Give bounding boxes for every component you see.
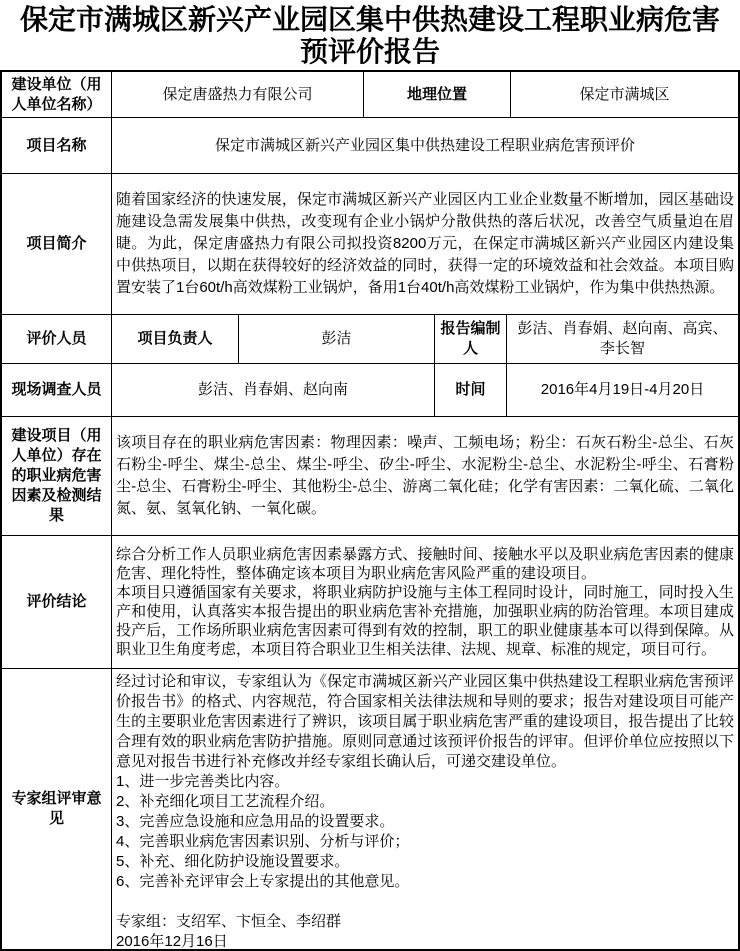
expert-review-item: 6、完善补充评审会上专家提出的其他意见。 [116, 873, 410, 890]
blank-line [116, 892, 734, 912]
expert-review-intro: 经过讨论和审议，专家组认为《保定市满城区新兴产业园区集中供热建设工程职业病危害预评价报告书》的格式、内容规范，符合国家相关法律法规和导则的要求；报告对建设项目可能产生的主要职业危害因素进行了辨识，该项目属于职业病危害严重的建设项目，报告提出了比较合理有效的职业病危害防护措施。原则同意通过该预评价报告的评审。但评价单位应按照以下意见对报告书进行补充修改并经专家组长确认后，可递交建设单位。 [116, 673, 734, 770]
expert-group-signature: 专家组：支绍军、卞恒全、李绍群 [116, 913, 342, 930]
expert-review-item: 1、进一步完善类比内容。 [116, 773, 290, 790]
expert-review-item: 5、补充、细化防护设施设置要求。 [116, 853, 350, 870]
field-value-project-name: 保定市满城区新兴产业园区集中供热建设工程职业病危害预评价 [214, 136, 635, 154]
page-title: 保定市满城区新兴产业园区集中供热建设工程职业病危害预评价报告 [19, 4, 720, 67]
field-label-project-leader: 项目负责人 [112, 315, 239, 363]
project-summary-paragraph: 随着国家经济的快速发展，保定市满城区新兴产业园区内工业企业数量不断增加，园区基础设施建设急需发展集中供热，改变现有企业小锅炉分散供热的落后状况，改善空气质量迫在眉睫。为此，保定唐盛热力有限公司拟投资8200万元，在保定市满城区新兴产业园区内建设集中供热项目，以期在获得较好的经济效益的同时，获得一定的环境效益和社会效益。本项目购置安装了1台60t/h高效煤粉工业锅炉，备用1台40t/h高效煤粉工业锅炉，作为集中供热热源。 [116, 191, 734, 296]
hazard-factors-paragraph: 该项目存在的职业病危害因素：物理因素：噪声、工频电场；粉尘：石灰石粉尘-总尘、石灰石粉尘-呼尘、煤尘-总尘、煤尘-呼尘、矽尘-呼尘、水泥粉尘-总尘、水泥粉尘-呼尘、石膏粉尘-总尘、石膏粉尘-呼尘、其他粉尘-总尘、游离二氧化硅；化学有害因素：二氧化硫、二氧化氮、氨、氢氧化钠、一氧化碳。 [116, 434, 734, 517]
conclusion-paragraph-2: 本项目只遵循国家有关要求，将职业病防护设施与主体工程同时设计，同时施工，同时投入生产和使用，认真落实本报告提出的职业病危害补充措施，加强职业病的防治管理。本项目建成投产后，工作场所职业病危害因素可得到有效的控制，职工的职业健康基本可以得到保障。从职业卫生角度考虑，本项目符合职业卫生相关法律、法规、规章、标准的规定，项目可行。 [116, 584, 734, 658]
field-value-evaluation-conclusion [112, 536, 738, 668]
table-row-expert-review [2, 669, 738, 949]
field-label-construction-unit: 建设单位（用人单位名称） [2, 72, 112, 117]
field-label-report-compilers: 报告编制人 [435, 315, 507, 363]
table-row-hazard-factors [2, 417, 738, 536]
expert-review-item: 2、补充细化项目工艺流程介绍。 [116, 793, 335, 810]
field-value-expert-review [112, 669, 738, 949]
field-label-survey-time: 时间 [435, 364, 507, 416]
table-row-project-name [2, 118, 738, 174]
table-row-evaluation-personnel [2, 315, 738, 364]
field-value-project-summary [112, 174, 738, 314]
field-value-project-leader: 彭洁 [239, 315, 435, 363]
field-label-project-summary: 项目简介 [2, 174, 112, 314]
conclusion-paragraph-1: 综合分析工作人员职业病危害因素暴露方式、接触时间、接触水平以及职业病危害因素的健康危害、理化特性，整体确定该本项目为职业病危害风险严重的建设项目。 [116, 546, 734, 582]
field-value-geographic-location: 保定市满城区 [579, 85, 670, 103]
expert-review-item: 4、完善职业病危害因素识别、分析与评价； [116, 833, 410, 850]
field-label-evaluation-conclusion: 评价结论 [2, 536, 112, 668]
field-label-geographic-location: 地理位置 [364, 72, 511, 117]
table-row-project-summary [2, 174, 738, 315]
field-label-evaluation-personnel: 评价人员 [2, 315, 112, 363]
review-date: 2016年12月16日 [116, 933, 228, 949]
field-value-report-compilers: 彭洁、肖春娟、赵向南、高宾、李长智 [517, 320, 728, 357]
report-table [0, 70, 740, 951]
table-row-evaluation-conclusion [2, 536, 738, 669]
field-value-hazard-factors [112, 417, 738, 535]
field-label-hazard-factors: 建设项目（用人单位）存在的职业病危害因素及检测结果 [2, 417, 112, 535]
table-row-site-survey [2, 364, 738, 417]
table-row-construction-unit [2, 72, 738, 118]
field-value-site-survey-personnel: 彭洁、肖春娟、赵向南 [112, 364, 435, 416]
field-label-site-survey-personnel: 现场调查人员 [2, 364, 112, 416]
field-value-construction-unit: 保定唐盛热力有限公司 [112, 72, 364, 117]
field-value-survey-time: 2016年4月19日-4月20日 [540, 381, 705, 398]
field-label-expert-review: 专家组评审意见 [2, 669, 112, 949]
expert-review-item: 3、完善应急设施和应急用品的设置要求。 [116, 813, 395, 830]
field-label-project-name: 项目名称 [2, 118, 112, 173]
